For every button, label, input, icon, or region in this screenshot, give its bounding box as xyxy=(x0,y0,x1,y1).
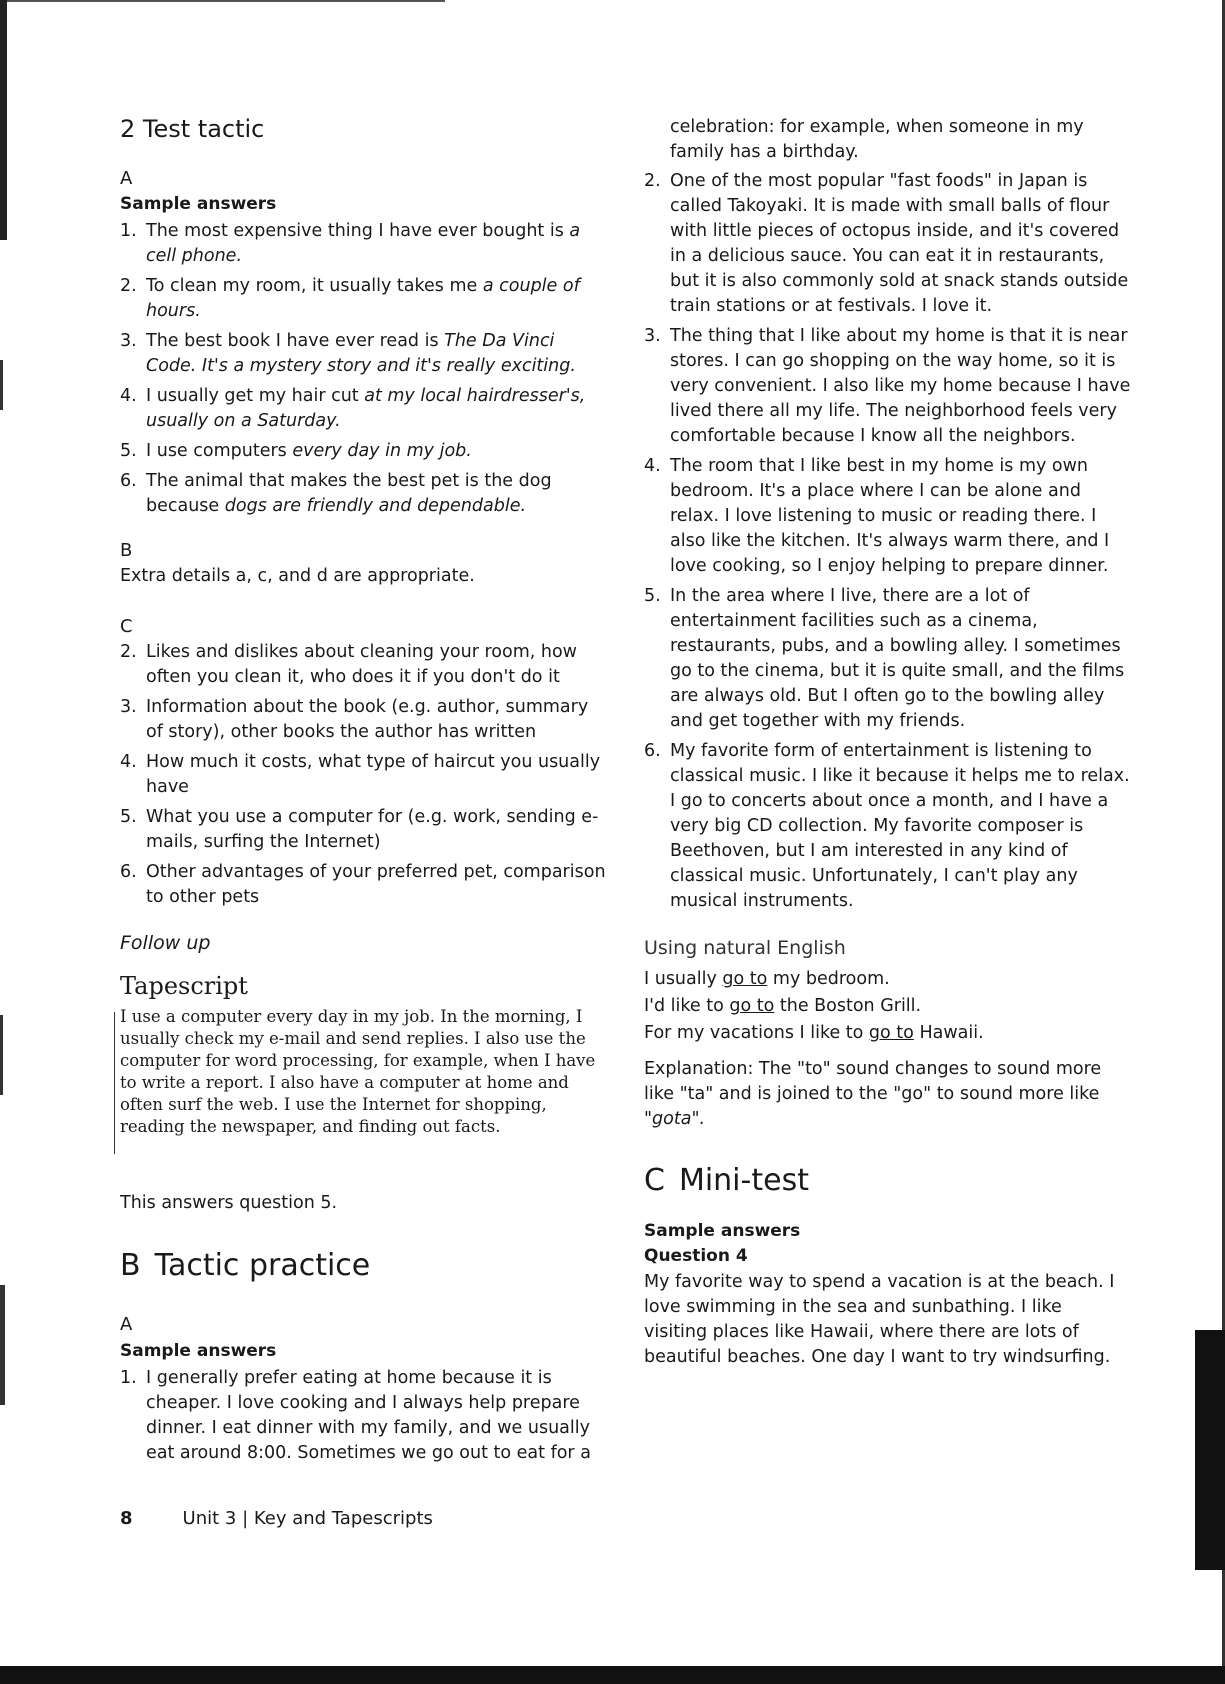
list-item xyxy=(120,805,610,855)
item-number: 2. xyxy=(644,171,661,191)
page-footer xyxy=(120,1508,433,1529)
item-number: 4. xyxy=(120,752,137,772)
answer-list-a xyxy=(120,219,610,524)
answer-list-tactic xyxy=(120,1366,610,1471)
scan-edge-bottom xyxy=(0,1666,1225,1684)
subsection-label-a: A xyxy=(120,168,133,189)
list-item xyxy=(120,640,610,690)
section-title-text: Tactic practice xyxy=(154,1248,371,1283)
answer-list-c xyxy=(120,640,610,915)
example-underlined: go to xyxy=(729,996,775,1016)
item-text: One of the most popular "fast foods" in Japan is called Takoyaki. It is made with small balls of flour with little pieces of octopus inside, and it's covered in a delicious sauce. You can eat it in restaurants, but it is also commonly sold at snack stands outside train stations or at festivals. I love it. xyxy=(670,171,1129,316)
item-text: Likes and dislikes about cleaning your room, how often you clean it, who does it if you don't do it xyxy=(146,642,577,687)
section-title-tactic-practice xyxy=(120,1248,370,1283)
list-item xyxy=(644,584,1132,734)
section-title-text: Mini-test xyxy=(678,1163,809,1198)
sample-answers-label: Sample answers xyxy=(120,194,277,214)
item-number: 1. xyxy=(120,1368,137,1388)
sample-answers-label: Sample answers xyxy=(644,1221,801,1241)
item-text: I usually get my hair cut xyxy=(146,386,365,406)
mini-test-answer: My favorite way to spend a vacation is at the beach. I love swimming in the sea and sunbathing. I like visiting places like Hawaii, where there are lots of beautiful beaches. One day I want to try windsurfing. xyxy=(644,1272,1115,1367)
list-item xyxy=(644,169,1132,319)
item-number: 2. xyxy=(120,642,137,662)
item-text: Information about the book (e.g. author, summary of story), other books the author has written xyxy=(146,697,589,742)
section-letter: C xyxy=(644,1163,665,1198)
item-answer: every day in my job. xyxy=(292,441,472,461)
subsection-label-a: A xyxy=(120,1314,133,1335)
list-item xyxy=(120,695,610,745)
item-number: 6. xyxy=(644,741,661,761)
example-after: the Boston Grill. xyxy=(774,996,922,1016)
item-number: 1. xyxy=(120,221,137,241)
follow-up-heading: Follow up xyxy=(120,932,211,954)
example-underlined: go to xyxy=(868,1023,914,1043)
scan-edge-left xyxy=(0,0,7,240)
item-text: Other advantages of your preferred pet, comparison to other pets xyxy=(146,862,606,907)
item-text: The room that I like best in my home is my own bedroom. It's a place where I can be alone and relax. I love listening to music or reading there. I also like the kitchen. It's always warm there, and I love cooking, so I enjoy helping to prepare dinner. xyxy=(670,456,1110,576)
scan-edge-mark xyxy=(0,1015,3,1095)
running-title: Unit 3 | Key and Tapescripts xyxy=(182,1508,433,1529)
list-item xyxy=(120,219,610,269)
page-number: 8 xyxy=(120,1508,133,1529)
tapescript-margin-line xyxy=(114,1012,115,1154)
explanation-example: "gota". xyxy=(644,1109,706,1129)
item-text: In the area where I live, there are a lot of entertainment facilities such as a cinema, restaurants, pubs, and a bowling alley. I sometimes go to the cinema, but it is quite small, and the films are always old. But I often go to the bowling alley and get together with my friends. xyxy=(670,586,1125,731)
subsection-label-b: B xyxy=(120,540,133,561)
sample-answers-label: Sample answers xyxy=(120,1341,277,1361)
scan-edge-line xyxy=(0,0,445,2)
explanation-body: Explanation: The "to" sound changes to sound more like "ta" and is joined to the "go" to sound more like xyxy=(644,1059,1102,1104)
item-number: 6. xyxy=(120,862,137,882)
list-item xyxy=(120,860,610,910)
item-number: 6. xyxy=(120,471,137,491)
item-text: To clean my room, it usually takes me xyxy=(146,276,483,296)
list-item xyxy=(644,739,1132,914)
subsection-label-c: C xyxy=(120,616,133,637)
item-text: The animal that makes the best pet is the dog because xyxy=(146,471,552,516)
item-answer: a cell phone. xyxy=(146,221,581,266)
item-answer: The Da Vinci Code. It's a mystery story and it's really exciting. xyxy=(146,331,576,376)
item-text: The most expensive thing I have ever bought is xyxy=(146,221,570,241)
item-number: 3. xyxy=(644,326,661,346)
scan-edge-bar xyxy=(1195,1330,1225,1570)
item-number: 3. xyxy=(120,697,137,717)
example-after: my bedroom. xyxy=(767,969,890,989)
item-text: The thing that I like about my home is that it is near stores. I can go shopping on the way home, so it is very convenient. I also like my home because I have lived there all my life. The neighborhood feels very comfortable because I know all the neighbors. xyxy=(670,326,1131,446)
scan-edge-mark xyxy=(0,360,3,410)
item-number: 2. xyxy=(120,276,137,296)
example-before: I'd like to xyxy=(644,996,730,1016)
natural-english-examples xyxy=(644,967,1132,1048)
item-answer: at my local hairdresser's, usually on a Saturday. xyxy=(146,386,586,431)
list-item xyxy=(120,439,610,464)
item-number: 5. xyxy=(644,586,661,606)
item-text: I use computers xyxy=(146,441,293,461)
answer-list-right xyxy=(644,169,1132,919)
continuation-text: celebration: for example, when someone in my family has a birthday. xyxy=(670,117,1084,162)
natural-english-heading: Using natural English xyxy=(644,937,846,959)
item-number: 5. xyxy=(120,807,137,827)
example-after: Hawaii. xyxy=(913,1023,984,1043)
item-number: 3. xyxy=(120,331,137,351)
section-letter: B xyxy=(120,1248,141,1283)
answers-question-note: This answers question 5. xyxy=(120,1193,338,1213)
item-text: What you use a computer for (e.g. work, sending e-mails, surfing the Internet) xyxy=(146,807,599,852)
example-sentence xyxy=(644,1021,1132,1046)
list-item xyxy=(644,454,1132,579)
item-text: My favorite form of entertainment is listening to classical music. I like it because it helps me to relax. I go to concerts about once a month, and I have a very big CD collection. My favorite composer is Beethoven, but I am interested in any kind of classical music. Unfortunately, I can't play any musical instruments. xyxy=(670,741,1130,911)
item-number: 5. xyxy=(120,441,137,461)
answer-b-text: Extra details a, c, and d are appropriate. xyxy=(120,566,475,586)
question-label: Question 4 xyxy=(644,1246,748,1266)
scan-edge-mark xyxy=(0,1285,5,1405)
item-answer: a couple of hours. xyxy=(146,276,580,321)
item-text: How much it costs, what type of haircut you usually have xyxy=(146,752,601,797)
item-text: The best book I have ever read is xyxy=(146,331,445,351)
list-item xyxy=(120,274,610,324)
item-answer: dogs are friendly and dependable. xyxy=(224,496,527,516)
example-sentence xyxy=(644,967,1132,992)
item-number: 4. xyxy=(120,386,137,406)
list-item xyxy=(120,1366,610,1466)
list-item xyxy=(644,324,1132,449)
list-item xyxy=(120,750,610,800)
list-item xyxy=(120,329,610,379)
example-before: I usually xyxy=(644,969,723,989)
list-item xyxy=(120,384,610,434)
list-item xyxy=(120,469,610,519)
tapescript-text: I use a computer every day in my job. In the morning, I usually check my e-mail and send replies. I also use the computer for word processing, for example, when I have to write a report. I also have a computer at home and often surf the web. I use the Internet for shopping, reading the newspaper, and finding out facts. xyxy=(120,1007,596,1136)
example-before: For my vacations I like to xyxy=(644,1023,869,1043)
explanation-text xyxy=(644,1057,1124,1132)
section-title-test-tactic: 2 Test tactic xyxy=(120,115,265,143)
section-title-mini-test xyxy=(644,1163,809,1198)
example-sentence xyxy=(644,994,1132,1019)
example-underlined: go to xyxy=(722,969,768,989)
item-text: I generally prefer eating at home because it is cheaper. I love cooking and I always help prepare dinner. I eat dinner with my family, and we usually eat around 8:00. Sometimes we go out to eat for a xyxy=(146,1368,591,1463)
item-number: 4. xyxy=(644,456,661,476)
tapescript-title: Tapescript xyxy=(120,972,248,1000)
